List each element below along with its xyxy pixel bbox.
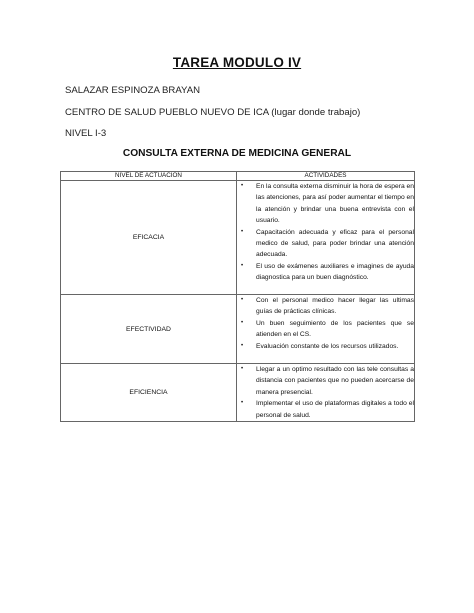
level-line: NIVEL I-3: [65, 128, 107, 139]
activity-list: [237, 181, 414, 284]
row-level-eficacia: EFICACIA: [61, 181, 237, 295]
table-header-row: [61, 172, 415, 181]
bullet-icon: •: [241, 342, 244, 349]
student-name: SALAZAR ESPINOZA BRAYAN: [65, 85, 201, 96]
row-level-eficiencia: EFICIENCIA: [61, 364, 237, 422]
table-row: [61, 364, 415, 422]
table-row: [61, 295, 415, 364]
workplace-line: CENTRO DE SALUD PUEBLO NUEVO DE ICA (lugar donde trabajo): [65, 107, 361, 118]
activities-table: [60, 171, 415, 422]
activity-text: Capacitación adecuada y eficaz para el personal medico de salud, para poder brindar una atención adecuada.: [256, 228, 414, 259]
list-item: [237, 181, 414, 227]
row-activities: [237, 181, 415, 295]
header-level: NIVEL DE ACTUACION: [61, 172, 237, 181]
bullet-icon: •: [241, 183, 244, 189]
list-item: [237, 227, 414, 261]
activity-text: Implementar el uso de plataformas digitales a todo el personal de salud.: [256, 400, 414, 419]
bullet-icon: •: [241, 366, 244, 372]
row-activities: [237, 295, 415, 364]
list-item: [237, 364, 414, 398]
activity-text: En la consulta externa disminuir la hora de espera en las atenciones, para así poder aumentar el tiempo en la atención y brindar una buena entrevista con el usuario.: [256, 183, 414, 225]
bullet-icon: •: [241, 297, 244, 303]
header-activities: ACTIVIDADES: [237, 172, 415, 181]
activity-text: Un buen seguimiento de los pacientes que se atienden en el CS.: [256, 319, 414, 339]
activity-list: [237, 295, 414, 352]
activity-list: [237, 364, 414, 421]
list-item: [237, 341, 414, 352]
row-activities: [237, 364, 415, 422]
bullet-icon: •: [241, 400, 244, 407]
table-row: [61, 181, 415, 295]
bullet-icon: •: [241, 262, 244, 269]
document-title: TAREA MODULO IV: [172, 55, 302, 70]
list-item: [237, 295, 414, 318]
list-item: [237, 261, 414, 284]
bullet-icon: •: [241, 319, 244, 326]
section-heading: CONSULTA EXTERNA DE MEDICINA GENERAL: [122, 148, 352, 159]
activity-text: Llegar a un optimo resultado con las tele consultas a distancia con pacientes que no pueden acercarse de manera presencial.: [256, 366, 414, 396]
activity-text: Con el personal medico hacer llegar las ultimas guías de prácticas clínicas.: [256, 297, 414, 316]
activity-text: El uso de exámenes auxiliares e imagines de ayuda diagnostica para un buen diagnóstico.: [256, 262, 414, 282]
list-item: [237, 318, 414, 341]
bullet-icon: •: [241, 228, 244, 235]
row-level-efectividad: EFECTIVIDAD: [61, 295, 237, 364]
activity-text: Evaluación constante de los recursos utilizados.: [256, 342, 399, 350]
list-item: [237, 398, 414, 421]
